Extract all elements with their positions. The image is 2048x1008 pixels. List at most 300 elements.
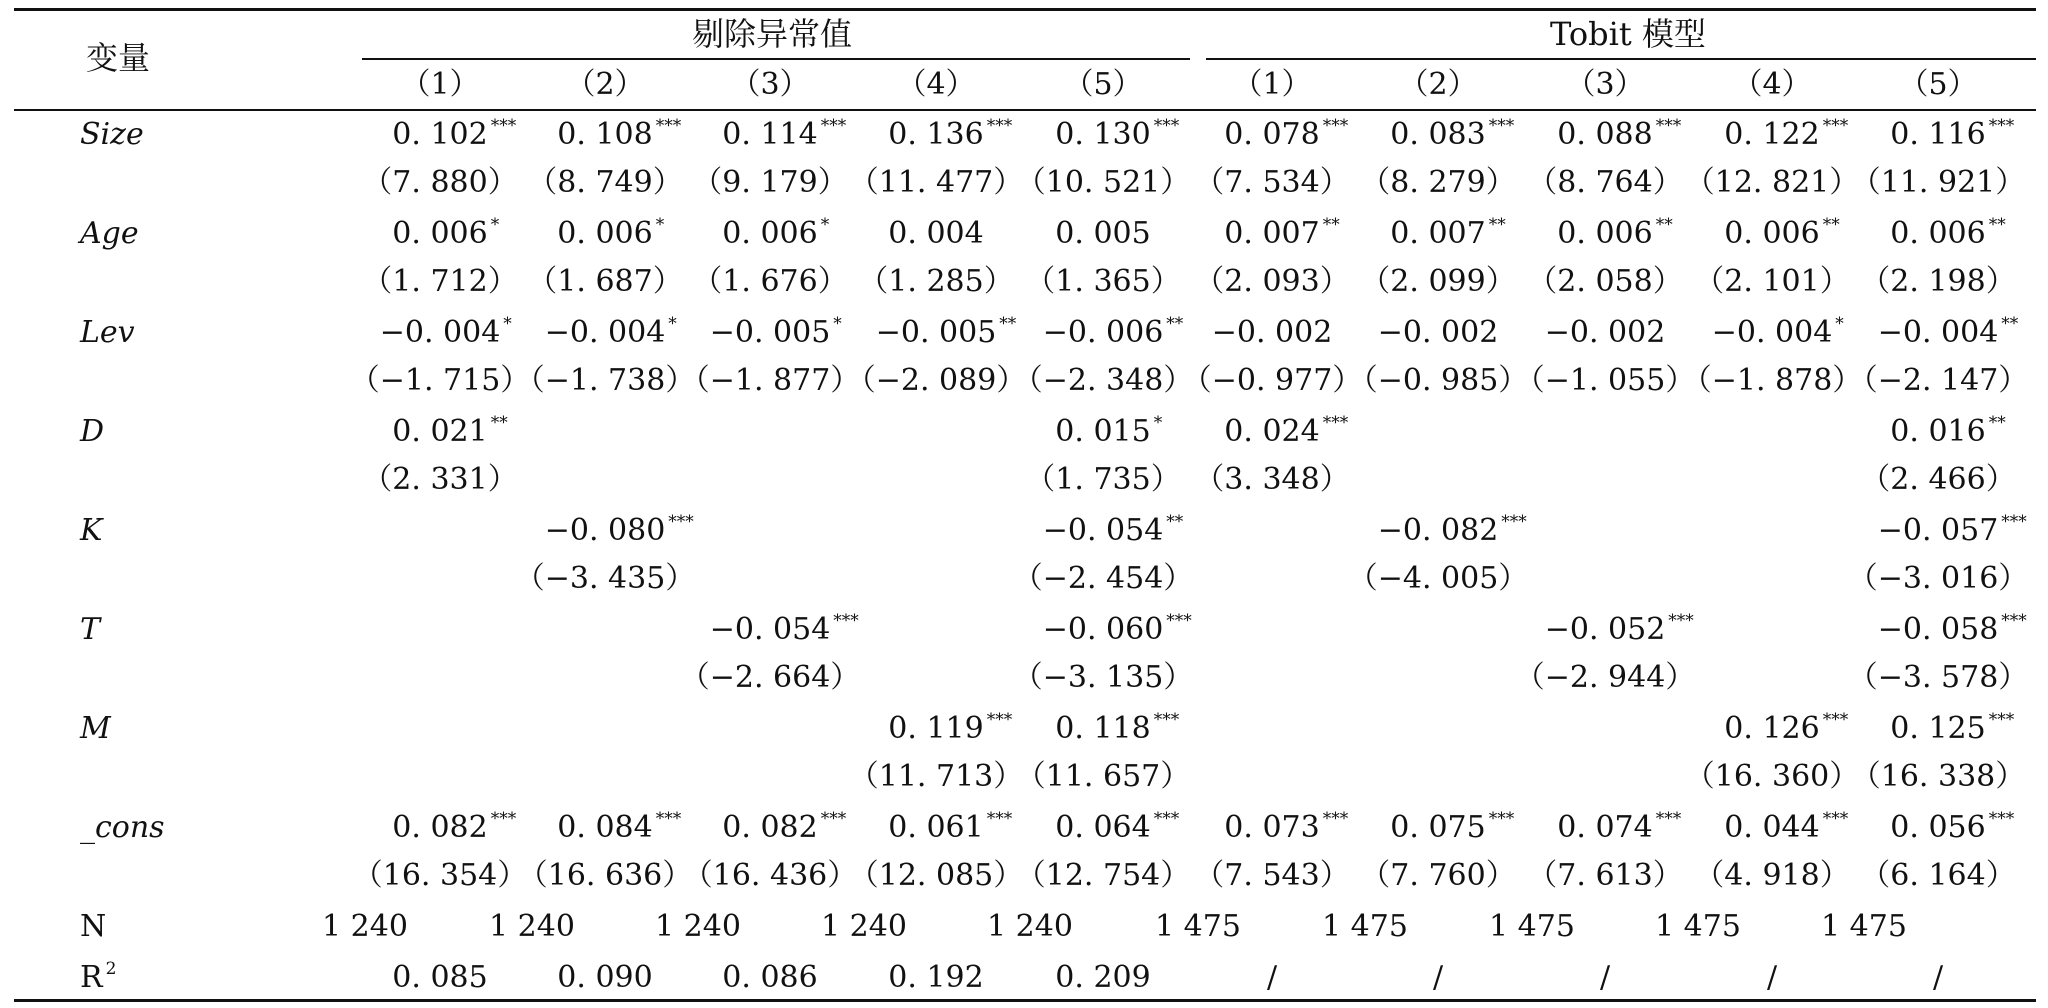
coef-cell-text: −0. 004 [1877,315,1999,350]
coef-cell-significance: *** [1988,710,2015,730]
tstat-cell-text: （6. 164） [1860,858,2016,893]
tstat-cell [1194,165,1350,200]
coef-cell-text: 0. 006 [392,216,488,251]
tstat-cell [848,165,1024,200]
coef-cell-text: −0. 054 [1042,513,1164,548]
coef-cell-significance: *** [1153,710,1180,730]
tstat-cell [845,363,1027,398]
tstat-cell-text: （7. 543） [1194,858,1350,893]
coef-cell-significance: *** [986,710,1013,730]
r2-cell-text: 0. 085 [392,960,488,995]
tstat-cell [1012,660,1194,695]
n-cell [1821,909,1907,944]
n-cell [322,909,408,944]
coef-cell [379,314,512,350]
tstat-cell-text: （16. 360） [1684,759,1860,794]
coef-cell [1055,116,1180,152]
column-header-1 [400,67,480,102]
variable-size-label [80,117,144,152]
coef-cell-text: −0. 002 [1544,315,1666,350]
tstat-cell [1850,165,2026,200]
tstat-cell-text: （1. 712） [362,264,518,299]
n-cell [1655,909,1741,944]
tstat-cell [1514,660,1696,695]
tstat-cell [692,165,848,200]
r2-cell-text: 0. 209 [1055,960,1151,995]
header-bottom-rule [14,109,2036,111]
coef-cell-text: 0. 006 [722,216,818,251]
coef-cell [1557,215,1673,251]
n-cell [1322,909,1408,944]
column-header-6-text: （1） [1232,67,1312,102]
tstat-cell [1347,561,1529,596]
n-cell-text: 1 240 [987,909,1073,944]
tstat-cell [1860,264,2016,299]
coef-cell-text: 0. 073 [1224,810,1320,845]
tstat-cell [1347,363,1529,398]
coef-cell-text: −0. 004 [379,315,501,350]
coef-cell-significance: ** [2001,314,2019,334]
coef-cell [1877,611,2027,647]
tstat-cell [1181,363,1363,398]
coef-cell-significance: *** [1655,116,1682,136]
bottom-rule [14,999,2036,1002]
coef-cell [1390,809,1515,845]
coef-cell [1055,710,1180,746]
n-cell-text: 1 240 [322,909,408,944]
tstat-cell [1694,264,1850,299]
coef-cell [1877,314,2019,350]
tstat-cell [1194,462,1350,497]
tstat-cell-text: （16. 338） [1850,759,2026,794]
coef-cell-significance: *** [2001,512,2027,532]
n-cell-text: 1 240 [655,909,741,944]
coef-cell-significance: ** [1822,215,1840,235]
group-header-outlier-removed: 剔除异常值 [692,15,853,53]
tstat-cell-text: （−2. 348） [1012,363,1194,398]
tstat-cell [1684,165,1860,200]
coef-cell-significance: * [820,215,830,235]
r2-cell-text: / [1599,960,1611,995]
tstat-cell [679,363,861,398]
coef-cell [1724,116,1849,152]
tstat-cell [349,363,531,398]
coef-cell [1890,215,2006,251]
coef-cell [1724,710,1849,746]
tstat-cell [1847,363,2029,398]
column-header-9-text: （4） [1732,67,1812,102]
tstat-cell-text: （7. 760） [1360,858,1516,893]
coef-cell [557,116,682,152]
coef-cell-significance: ** [1166,512,1184,532]
coef-cell-text: 0. 006 [1890,216,1986,251]
r2-cell-text: 0. 086 [722,960,818,995]
tstat-cell-text: （1. 365） [1025,264,1181,299]
coef-cell [1890,116,2015,152]
r2-cell-text: / [1266,960,1278,995]
n-cell-text: 1 475 [1821,909,1907,944]
coef-cell-text: 0. 024 [1224,414,1320,449]
coef-cell [392,809,517,845]
coef-cell [1557,809,1682,845]
coef-cell-significance: *** [1501,512,1527,532]
coef-cell [1224,809,1349,845]
coef-cell-significance: *** [490,116,517,136]
tstat-cell [1015,165,1191,200]
coef-cell [544,314,677,350]
coef-cell-text: 0. 007 [1224,216,1320,251]
coef-cell-text: 0. 119 [888,711,984,746]
group-left-underline [362,58,1190,60]
column-header-4 [896,67,976,102]
coef-cell [1877,512,2027,548]
coef-cell-text: −0. 005 [875,315,997,350]
coef-cell-text: 0. 004 [888,216,984,251]
coef-cell [1042,611,1192,647]
coef-cell [722,215,830,251]
tstat-cell-text: （−4. 005） [1347,561,1529,596]
variable-lev-label [80,315,135,350]
coef-cell [1724,215,1840,251]
n-cell [1489,909,1575,944]
r2-cell [1766,960,1778,995]
coef-cell [1390,215,1506,251]
tstat-cell-text: （2. 058） [1527,264,1683,299]
coef-cell-text: −0. 052 [1544,612,1666,647]
coef-cell-significance: *** [986,809,1013,829]
tstat-cell-text: （2. 198） [1860,264,2016,299]
n-cell [489,909,575,944]
coef-cell-significance: *** [833,611,859,631]
tstat-cell [1850,759,2026,794]
coef-cell-text: 0. 007 [1390,216,1486,251]
variable-cons-label-text: _cons [80,810,165,845]
tstat-cell-text: （−1. 878） [1681,363,1863,398]
variable-m-label [80,711,111,746]
coef-cell-text: 0. 074 [1557,810,1653,845]
top-rule [14,8,2036,11]
r2-cell [392,960,488,995]
coef-cell [1890,809,2015,845]
tstat-cell [858,264,1014,299]
n-cell [987,909,1073,944]
coef-cell-significance: *** [1988,809,2015,829]
coef-cell-significance: ** [1988,215,2006,235]
column-header-10-text: （5） [1898,67,1978,102]
coef-cell [1557,116,1682,152]
coef-cell [888,710,1013,746]
coef-cell-text: 0. 088 [1557,117,1653,152]
tstat-cell [1847,561,2029,596]
variable-size-label-text: Size [80,117,144,152]
coef-cell-text: 0. 122 [1724,117,1820,152]
tstat-cell-text: （−1. 715） [349,363,531,398]
variable-t-label [80,612,101,647]
coef-cell [1544,611,1694,647]
coef-cell-significance: *** [1322,116,1349,136]
tstat-cell-text: （16. 636） [517,858,693,893]
tstat-cell-text: （16. 354） [352,858,528,893]
tstat-cell [1527,858,1683,893]
coef-cell-text: 0. 006 [1724,216,1820,251]
coef-cell-text: −0. 004 [544,315,666,350]
coef-cell-significance: * [503,314,512,334]
r2-cell-text: 0. 192 [888,960,984,995]
coef-cell [1055,809,1180,845]
coef-cell [1224,215,1340,251]
tstat-cell-text: （2. 466） [1860,462,2016,497]
variable-m-label-text: M [80,711,111,746]
coef-cell [1890,710,2015,746]
coef-cell [1544,315,1666,350]
tstat-cell-text: （7. 613） [1527,858,1683,893]
r2-label-significance: 2 [105,959,117,979]
coef-cell [1224,116,1349,152]
tstat-cell-text: （3. 348） [1194,462,1350,497]
coef-cell-text: 0. 061 [888,810,984,845]
r2-label-text: R [80,960,103,995]
column-header-2-text: （2） [565,67,645,102]
tstat-cell [362,264,518,299]
tstat-cell-text: （9. 179） [692,165,848,200]
tstat-cell-text: （2. 093） [1194,264,1350,299]
group-right-underline [1206,58,2036,60]
variable-k-label-text: K [80,513,103,548]
r2-cell-text: / [1766,960,1778,995]
coef-cell-significance: *** [1488,116,1515,136]
coef-cell-text: 0. 075 [1390,810,1486,845]
column-header-5-text: （5） [1063,67,1143,102]
coef-cell-significance: ** [1166,314,1184,334]
coef-cell-significance: *** [655,116,682,136]
column-header-1-text: （1） [400,67,480,102]
coef-cell-text: 0. 108 [557,117,653,152]
tstat-cell-text: （8. 749） [527,165,683,200]
coef-cell-text: 0. 082 [722,810,818,845]
n-cell [655,909,741,944]
r2-cell-text: / [1932,960,1944,995]
tstat-cell-text: （−3. 135） [1012,660,1194,695]
coef-cell-text: 0. 082 [392,810,488,845]
tstat-cell-text: （2. 101） [1694,264,1850,299]
coef-cell [1055,413,1163,449]
coef-cell-text: 0. 125 [1890,711,1986,746]
coef-cell [888,116,1013,152]
variable-header: 变量 [86,39,151,77]
tstat-cell-text: （−1. 877） [679,363,861,398]
n-cell-text: 1 475 [1655,909,1741,944]
coef-cell-significance: *** [820,809,847,829]
n-label [80,909,107,944]
tstat-cell [848,759,1024,794]
r2-cell-text: 0. 090 [557,960,653,995]
coef-cell-significance: * [833,314,842,334]
tstat-cell [352,858,528,893]
coef-cell [1055,216,1151,251]
column-header-3-text: （3） [730,67,810,102]
tstat-cell [514,561,696,596]
coef-cell [888,809,1013,845]
coef-cell-text: 0. 006 [557,216,653,251]
coef-cell-text: 0. 116 [1890,117,1986,152]
r2-cell [1599,960,1611,995]
coef-cell-text: −0. 002 [1211,315,1333,350]
r2-cell [1432,960,1444,995]
n-cell-text: 1 240 [821,909,907,944]
coef-cell [1377,512,1527,548]
r2-label [80,959,117,995]
coef-cell-significance: *** [1668,611,1694,631]
tstat-cell-text: （8. 764） [1527,165,1683,200]
coef-cell [888,216,984,251]
tstat-cell [527,165,683,200]
variable-lev-label-text: Lev [80,315,135,350]
n-cell-text: 1 240 [489,909,575,944]
coef-cell-text: 0. 016 [1890,414,1986,449]
coef-cell-text: −0. 082 [1377,513,1499,548]
column-header-5 [1063,67,1143,102]
coef-cell [557,809,682,845]
coef-cell-significance: *** [655,809,682,829]
r2-cell [888,960,984,995]
coef-cell-text: 0. 130 [1055,117,1151,152]
column-header-7 [1398,67,1478,102]
coef-cell [1224,413,1349,449]
n-cell [821,909,907,944]
tstat-cell [1681,363,1863,398]
coef-cell-text: 0. 006 [1557,216,1653,251]
tstat-cell [1694,858,1850,893]
tstat-cell [1015,858,1191,893]
r2-cell [557,960,653,995]
tstat-cell-text: （1. 687） [527,264,683,299]
coef-cell-text: −0. 080 [544,513,666,548]
tstat-cell-text: （4. 918） [1694,858,1850,893]
tstat-cell [679,660,861,695]
coef-cell [1390,116,1515,152]
coef-cell-significance: *** [1988,116,2015,136]
coef-cell [1211,315,1333,350]
r2-cell [722,960,818,995]
tstat-cell [848,858,1024,893]
tstat-cell-text: （−0. 977） [1181,363,1363,398]
column-header-6 [1232,67,1312,102]
tstat-cell-text: （2. 331） [362,462,518,497]
coef-cell-text: 0. 118 [1055,711,1151,746]
r2-cell [1055,960,1151,995]
column-header-8 [1565,67,1645,102]
coef-cell [709,314,842,350]
r2-cell [1266,960,1278,995]
tstat-cell [1025,462,1181,497]
variable-t-label-text: T [80,612,101,647]
coef-cell [709,611,859,647]
coef-cell-significance: * [1835,314,1844,334]
coef-cell-significance: ** [1488,215,1506,235]
tstat-cell [1015,759,1191,794]
tstat-cell-text: （−1. 738） [514,363,696,398]
tstat-cell-text: （11. 477） [848,165,1024,200]
r2-cell [1932,960,1944,995]
coef-cell-significance: *** [1655,809,1682,829]
coef-cell-significance: *** [1153,809,1180,829]
n-label-text: N [80,909,107,944]
coef-cell-significance: ** [490,413,508,433]
coef-cell-text: 0. 056 [1890,810,1986,845]
coef-cell-significance: *** [1822,116,1849,136]
tstat-cell [1012,561,1194,596]
tstat-cell-text: （1. 676） [692,264,848,299]
tstat-cell-text: （7. 534） [1194,165,1350,200]
tstat-cell-text: （12. 754） [1015,858,1191,893]
column-header-8-text: （3） [1565,67,1645,102]
coef-cell-text: −0. 057 [1877,513,1999,548]
coef-cell-significance: *** [668,512,694,532]
tstat-cell [527,264,683,299]
coef-cell [1042,314,1184,350]
tstat-cell-text: （−1. 055） [1514,363,1696,398]
tstat-cell-text: （−2. 147） [1847,363,2029,398]
coef-cell-text: 0. 114 [722,117,818,152]
coef-cell-text: 0. 136 [888,117,984,152]
column-header-10 [1898,67,1978,102]
coef-cell-text: −0. 060 [1042,612,1164,647]
tstat-cell-text: （12. 821） [1684,165,1860,200]
coef-cell-text: 0. 021 [392,414,488,449]
tstat-cell [682,858,858,893]
tstat-cell-text: （11. 921） [1850,165,2026,200]
tstat-cell-text: （11. 657） [1015,759,1191,794]
coef-cell [1711,314,1844,350]
tstat-cell [517,858,693,893]
coef-cell [1724,809,1849,845]
coef-cell-text: −0. 058 [1877,612,1999,647]
tstat-cell [1860,858,2016,893]
tstat-cell-text: （−3. 016） [1847,561,2029,596]
tstat-cell [1527,165,1683,200]
n-cell-text: 1 475 [1322,909,1408,944]
coef-cell [875,314,1017,350]
tstat-cell-text: （−2. 664） [679,660,861,695]
coef-cell [392,116,517,152]
coef-cell [392,413,508,449]
coef-cell [544,512,694,548]
coef-cell [1890,413,2006,449]
tstat-cell [1012,363,1194,398]
tstat-cell-text: （12. 085） [848,858,1024,893]
coef-cell-significance: * [668,314,677,334]
coef-cell-significance: * [490,215,500,235]
column-header-2 [565,67,645,102]
tstat-cell [692,264,848,299]
column-header-3 [730,67,810,102]
coef-cell-significance: *** [1322,413,1349,433]
coef-cell-significance: ** [1655,215,1673,235]
group-header-tobit: Tobit 模型 [1550,15,1706,53]
coef-cell-significance: *** [1322,809,1349,829]
coef-cell [557,215,665,251]
variable-d-label-text: D [80,414,105,449]
tstat-cell [1360,165,1516,200]
coef-cell-significance: *** [1153,116,1180,136]
coef-cell-text: −0. 054 [709,612,831,647]
coef-cell-significance: *** [1822,710,1849,730]
column-header-7-text: （2） [1398,67,1478,102]
tstat-cell-text: （1. 735） [1025,462,1181,497]
tstat-cell-text: （10. 521） [1015,165,1191,200]
tstat-cell [1514,363,1696,398]
coef-cell [722,116,847,152]
